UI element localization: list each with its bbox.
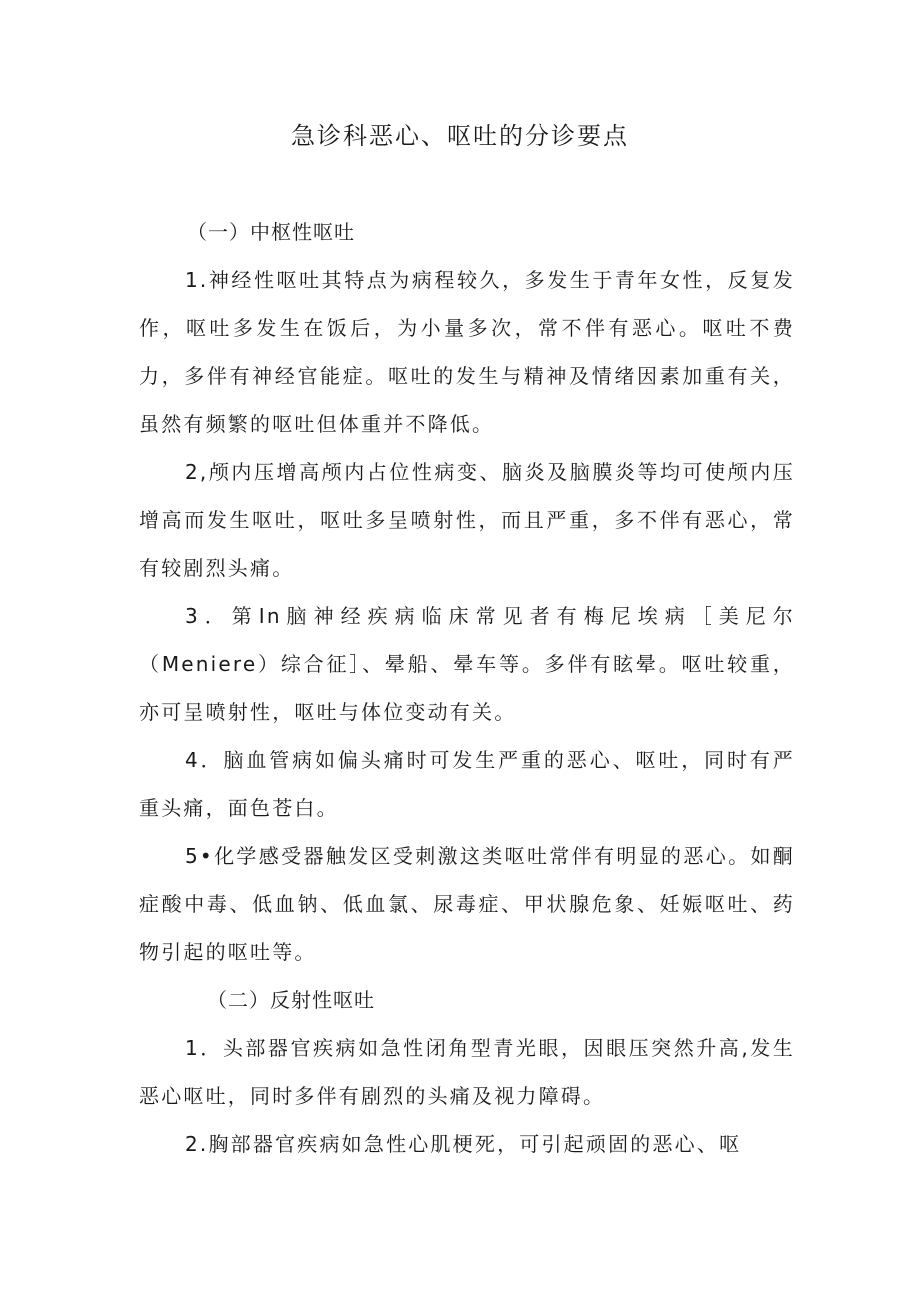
paragraph-intracranial-pressure: 2,颅内压增高颅内占位性病变、脑炎及脑膜炎等均可使颅内压增高而发生呕吐，呕吐多呈喷射性，而且严重，多不伴有恶心，常有较剧烈头痛。 [139, 460, 795, 580]
paragraph-neurogenic-vomiting: 1.神经性呕吐其特点为病程较久，多发生于青年女性，反复发作，呕吐多发生在饭后，为小量多次，常不伴有恶心。呕吐不费力，多伴有神经官能症。呕吐的发生与精神及情绪因素加重有关，虽然有频繁的呕吐但体重并不降低。 [139, 268, 795, 436]
paragraph-chest-organ-disease: 2.胸部器官疾病如急性心肌梗死，可引起顽固的恶心、呕 [185, 1132, 742, 1156]
document-body [139, 208, 795, 1168]
paragraph-cerebrovascular-disease: 4．脑血管病如偏头痛时可发生严重的恶心、呕吐，同时有严重头痛，面色苍白。 [139, 748, 795, 820]
paragraph-head-organ-disease: 1．头部器官疾病如急性闭角型青光眼，因眼压突然升高,发生恶心呕吐，同时多伴有剧烈的头痛及视力障碍。 [139, 1036, 795, 1108]
paragraph-cranial-nerve-disease: 3．第In脑神经疾病临床常见者有梅尼埃病［美尼尔（Meniere）综合征］、晕船、晕车等。多伴有眩晕。呕吐较重，亦可呈喷射性，呕吐与体位变动有关。 [139, 604, 795, 724]
document-title: 急诊科恶心、呕吐的分诊要点 [291, 122, 629, 150]
paragraph-chemoreceptor-trigger: 5•化学感受器触发区受刺激这类呕吐常伴有明显的恶心。如酮症酸中毒、低血钠、低血氯、尿毒症、甲状腺危象、妊娠呕吐、药物引起的呕吐等。 [139, 844, 795, 964]
section-heading-central-vomiting: （一）中枢性呕吐 [187, 220, 355, 244]
section-heading-reflex-vomiting: （二）反射性呕吐 [207, 988, 375, 1012]
